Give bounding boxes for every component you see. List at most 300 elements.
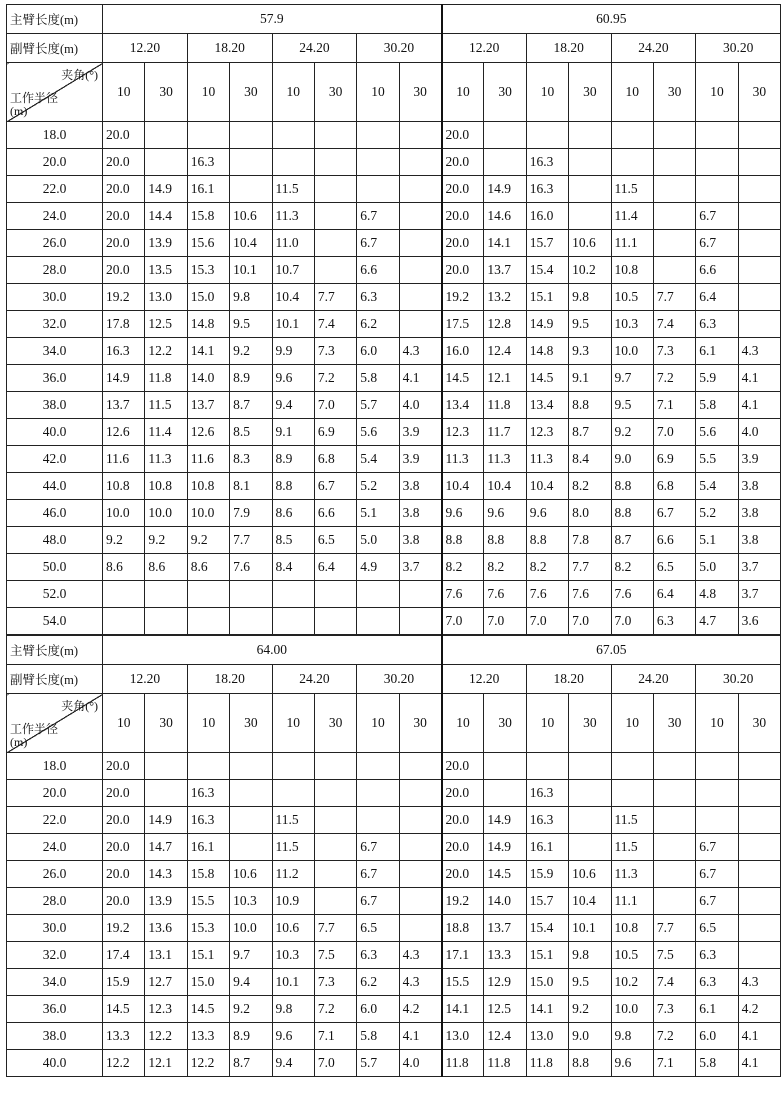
load-cell: 13.6 [145,915,187,942]
load-cell: 10.4 [442,473,484,500]
load-cell: 20.0 [103,122,145,149]
load-cell: 15.7 [526,888,568,915]
radius-cell: 18.0 [7,753,103,780]
load-cell: 7.2 [314,365,356,392]
load-cell [314,753,356,780]
load-cell: 14.1 [484,230,526,257]
table-row [7,861,781,888]
load-cell [399,807,441,834]
load-cell: 9.4 [230,969,272,996]
load-cell: 7.3 [653,996,695,1023]
load-cell: 14.3 [145,861,187,888]
load-cell: 7.0 [526,608,568,635]
radius-cell: 26.0 [7,230,103,257]
load-cell: 14.5 [442,365,484,392]
load-cell: 3.9 [399,446,441,473]
load-cell: 13.7 [484,915,526,942]
load-cell: 20.0 [103,807,145,834]
radius-cell: 42.0 [7,446,103,473]
angle-label: 夹角(°) [61,68,98,82]
load-cell: 7.7 [314,284,356,311]
load-cell: 6.6 [653,527,695,554]
load-cell [653,834,695,861]
load-cell: 3.9 [399,419,441,446]
load-cell: 10.1 [272,311,314,338]
load-cell: 14.5 [526,365,568,392]
load-cell [738,834,780,861]
load-cell: 11.3 [484,446,526,473]
load-cell [569,122,611,149]
load-cell [145,608,187,635]
load-cell [738,149,780,176]
load-cell: 4.1 [738,1023,780,1050]
load-cell [272,608,314,635]
load-cell: 12.2 [103,1050,145,1077]
table-row [7,311,781,338]
load-cell: 14.9 [484,834,526,861]
load-cell [484,780,526,807]
load-cell: 6.3 [696,969,738,996]
load-cell: 10.7 [272,257,314,284]
load-cell: 7.6 [569,581,611,608]
load-cell: 3.6 [738,608,780,635]
load-cell: 10.0 [145,500,187,527]
load-cell: 6.5 [314,527,356,554]
load-cell: 3.8 [738,527,780,554]
load-cell: 16.3 [187,780,229,807]
load-cell [569,149,611,176]
load-cell: 5.7 [357,1050,399,1077]
load-cell: 16.3 [526,149,568,176]
load-cell: 20.0 [103,176,145,203]
load-cell [738,888,780,915]
load-cell: 4.1 [399,1023,441,1050]
table-row [7,176,781,203]
angle-row [7,63,781,122]
fly-jib-value: 24.20 [611,34,696,63]
table-row [7,1050,781,1077]
load-cell: 5.4 [696,473,738,500]
load-cell: 6.1 [696,338,738,365]
load-cell: 5.1 [357,500,399,527]
load-cell: 6.7 [357,203,399,230]
load-cell: 20.0 [103,230,145,257]
load-cell: 5.1 [696,527,738,554]
table-row [7,203,781,230]
load-cell: 10.4 [484,473,526,500]
angle-value: 10 [696,694,738,753]
load-cell: 12.9 [484,969,526,996]
table-row [7,473,781,500]
load-cell: 5.0 [696,554,738,581]
angle-value: 30 [653,694,695,753]
load-cell: 14.9 [484,807,526,834]
load-table-1 [6,4,781,635]
load-cell: 9.8 [569,284,611,311]
diagonal-header-cell [7,63,103,122]
load-cell [738,753,780,780]
load-cell: 7.0 [653,419,695,446]
load-cell: 14.9 [103,365,145,392]
load-cell [738,942,780,969]
load-cell: 20.0 [103,753,145,780]
load-cell [653,176,695,203]
load-cell: 10.0 [103,500,145,527]
main-boom-value: 57.9 [103,5,442,34]
load-cell: 12.2 [145,1023,187,1050]
load-cell: 10.0 [611,996,653,1023]
load-cell: 10.0 [230,915,272,942]
load-cell: 20.0 [442,861,484,888]
load-cell: 8.3 [230,446,272,473]
load-cell [526,753,568,780]
fly-jib-value: 18.20 [187,665,272,694]
load-cell: 8.8 [569,392,611,419]
fly-jib-value: 12.20 [103,34,188,63]
load-cell: 10.8 [187,473,229,500]
load-cell: 6.2 [357,311,399,338]
load-cell: 9.1 [569,365,611,392]
main-boom-label: 主臂长度(m) [7,636,103,665]
load-cell [230,608,272,635]
load-table-2 [6,635,781,1077]
radius-cell: 44.0 [7,473,103,500]
load-cell [484,149,526,176]
load-cell: 10.6 [272,915,314,942]
load-cell: 14.0 [187,365,229,392]
load-cell: 9.1 [272,419,314,446]
load-cell: 8.8 [569,1050,611,1077]
load-cell [357,608,399,635]
load-cell: 15.6 [187,230,229,257]
load-cell [230,780,272,807]
load-cell: 9.5 [230,311,272,338]
load-cell: 6.7 [357,834,399,861]
main-boom-value: 64.00 [103,636,442,665]
load-cell: 8.8 [526,527,568,554]
load-cell: 9.2 [230,338,272,365]
load-cell: 18.8 [442,915,484,942]
load-cell: 6.7 [696,203,738,230]
load-cell [230,122,272,149]
load-cell [187,608,229,635]
load-cell: 7.7 [653,915,695,942]
load-cell: 13.1 [145,942,187,969]
load-cell [314,257,356,284]
load-cell: 5.5 [696,446,738,473]
radius-cell: 38.0 [7,392,103,419]
table-row [7,365,781,392]
load-cell [399,888,441,915]
load-cell: 4.1 [738,365,780,392]
load-cell: 9.5 [569,969,611,996]
load-cell: 11.8 [145,365,187,392]
load-cell: 16.3 [526,176,568,203]
load-cell: 4.8 [696,581,738,608]
load-cell [399,753,441,780]
load-cell: 11.6 [187,446,229,473]
angle-value: 30 [569,694,611,753]
load-cell [399,257,441,284]
load-cell [611,122,653,149]
load-cell: 6.4 [696,284,738,311]
main-boom-row [7,5,781,34]
load-cell: 4.0 [399,1050,441,1077]
load-cell: 6.7 [696,230,738,257]
load-cell: 12.5 [145,311,187,338]
load-cell [738,780,780,807]
load-cell: 14.0 [484,888,526,915]
load-cell: 11.8 [484,1050,526,1077]
load-cell [314,176,356,203]
load-cell: 12.3 [526,419,568,446]
load-cell: 15.4 [526,915,568,942]
load-cell: 16.3 [187,149,229,176]
load-cell: 14.5 [484,861,526,888]
load-cell: 8.7 [230,1050,272,1077]
load-cell: 8.2 [611,554,653,581]
load-cell [314,581,356,608]
load-cell: 8.2 [569,473,611,500]
load-chart-page [6,4,780,1077]
fly-jib-value: 24.20 [272,665,357,694]
load-cell: 8.6 [187,554,229,581]
load-cell [653,230,695,257]
load-cell: 11.5 [611,834,653,861]
load-cell: 4.3 [399,942,441,969]
load-cell: 8.8 [611,500,653,527]
load-cell: 13.9 [145,230,187,257]
load-cell: 7.7 [569,554,611,581]
load-cell: 6.9 [314,419,356,446]
load-cell: 6.6 [314,500,356,527]
load-cell: 10.5 [611,284,653,311]
fly-jib-value: 30.20 [357,665,442,694]
load-cell [103,581,145,608]
load-cell: 15.0 [187,969,229,996]
angle-value: 10 [526,694,568,753]
load-cell [696,780,738,807]
angle-value: 10 [103,63,145,122]
load-cell [399,203,441,230]
load-cell [399,861,441,888]
load-cell: 13.0 [145,284,187,311]
radius-cell: 24.0 [7,834,103,861]
table-row [7,257,781,284]
load-cell: 11.3 [442,446,484,473]
load-cell [399,608,441,635]
load-cell: 6.7 [357,861,399,888]
load-cell [357,122,399,149]
load-cell [653,257,695,284]
angle-value: 30 [653,63,695,122]
load-cell [314,807,356,834]
angle-value: 30 [399,694,441,753]
radius-cell: 38.0 [7,1023,103,1050]
load-cell: 8.5 [230,419,272,446]
angle-value: 30 [145,63,187,122]
load-cell: 8.7 [611,527,653,554]
load-cell: 7.7 [230,527,272,554]
load-cell: 12.5 [484,996,526,1023]
table-row [7,284,781,311]
load-cell: 15.3 [187,915,229,942]
load-cell: 7.6 [526,581,568,608]
load-cell: 13.9 [145,888,187,915]
load-cell: 20.0 [103,257,145,284]
load-cell: 20.0 [103,888,145,915]
load-cell: 4.1 [738,392,780,419]
load-cell: 3.7 [738,554,780,581]
load-cell: 7.5 [653,942,695,969]
load-cell: 13.7 [187,392,229,419]
load-cell: 7.6 [230,554,272,581]
load-cell: 12.4 [484,338,526,365]
load-cell: 16.1 [187,834,229,861]
load-cell: 6.3 [357,942,399,969]
angle-value: 10 [442,694,484,753]
load-cell: 4.3 [738,338,780,365]
load-cell: 15.1 [526,942,568,969]
load-cell: 20.0 [103,149,145,176]
load-cell [357,176,399,203]
angle-label: 夹角(°) [61,699,98,713]
load-cell: 7.1 [653,1050,695,1077]
load-cell: 6.5 [357,915,399,942]
radius-cell: 30.0 [7,284,103,311]
load-cell: 5.8 [357,1023,399,1050]
load-cell: 12.3 [145,996,187,1023]
load-cell: 20.0 [103,834,145,861]
load-cell: 14.1 [187,338,229,365]
radius-cell: 36.0 [7,996,103,1023]
load-cell: 13.7 [484,257,526,284]
table-row [7,915,781,942]
load-cell: 9.2 [230,996,272,1023]
table-row [7,527,781,554]
load-cell: 11.3 [526,446,568,473]
table-row [7,392,781,419]
load-cell: 13.7 [103,392,145,419]
radius-cell: 24.0 [7,203,103,230]
load-cell: 14.5 [187,996,229,1023]
radius-label: 工作半径(m) [10,722,59,749]
load-cell: 9.6 [611,1050,653,1077]
load-cell [187,753,229,780]
load-cell: 13.3 [103,1023,145,1050]
load-cell: 10.4 [569,888,611,915]
load-cell: 17.1 [442,942,484,969]
load-cell: 8.8 [484,527,526,554]
load-cell: 7.0 [611,608,653,635]
load-cell: 6.7 [696,861,738,888]
table-row [7,608,781,635]
load-cell: 8.8 [272,473,314,500]
load-cell: 11.5 [145,392,187,419]
load-cell [314,149,356,176]
load-cell [357,753,399,780]
load-cell [738,230,780,257]
radius-cell: 22.0 [7,807,103,834]
load-cell [484,122,526,149]
load-cell: 6.4 [314,554,356,581]
load-cell: 11.3 [611,861,653,888]
angle-value: 30 [399,63,441,122]
radius-cell: 32.0 [7,311,103,338]
load-cell: 9.2 [145,527,187,554]
load-cell: 10.8 [611,915,653,942]
load-cell [272,780,314,807]
load-cell [696,753,738,780]
load-cell: 7.5 [314,942,356,969]
load-cell [696,122,738,149]
load-cell: 14.5 [103,996,145,1023]
load-cell [399,230,441,257]
load-cell: 11.6 [103,446,145,473]
angle-value: 30 [314,63,356,122]
load-cell [696,807,738,834]
load-cell: 12.1 [145,1050,187,1077]
radius-label: 工作半径(m) [10,91,59,118]
load-cell: 9.6 [272,1023,314,1050]
table-row [7,149,781,176]
load-cell: 14.8 [187,311,229,338]
fly-jib-value: 24.20 [272,34,357,63]
load-cell: 11.4 [145,419,187,446]
table-row [7,888,781,915]
angle-value: 10 [696,63,738,122]
table-row [7,942,781,969]
load-cell: 7.6 [442,581,484,608]
load-cell: 15.0 [187,284,229,311]
load-cell: 11.8 [442,1050,484,1077]
load-cell: 19.2 [103,284,145,311]
load-cell: 5.2 [357,473,399,500]
radius-cell: 34.0 [7,969,103,996]
angle-value: 10 [526,63,568,122]
load-cell: 15.9 [103,969,145,996]
load-cell: 9.6 [272,365,314,392]
load-cell: 12.2 [145,338,187,365]
load-cell: 12.4 [484,1023,526,1050]
load-cell [569,807,611,834]
table-row [7,554,781,581]
load-cell [272,581,314,608]
load-cell: 17.8 [103,311,145,338]
radius-cell: 50.0 [7,554,103,581]
fly-jib-value: 24.20 [611,665,696,694]
load-cell: 8.0 [569,500,611,527]
load-cell: 17.5 [442,311,484,338]
table-row [7,996,781,1023]
load-cell: 10.8 [145,473,187,500]
load-cell: 9.0 [611,446,653,473]
load-cell: 9.6 [442,500,484,527]
angle-value: 30 [484,694,526,753]
load-cell: 11.5 [272,807,314,834]
fly-jib-value: 18.20 [526,34,611,63]
load-cell: 20.0 [442,257,484,284]
load-cell: 10.1 [272,969,314,996]
load-cell: 10.3 [272,942,314,969]
load-cell: 5.8 [696,392,738,419]
load-cell [611,780,653,807]
angle-value: 30 [484,63,526,122]
angle-value: 10 [442,63,484,122]
load-cell [230,581,272,608]
radius-cell: 20.0 [7,149,103,176]
fly-jib-value: 12.20 [442,665,527,694]
